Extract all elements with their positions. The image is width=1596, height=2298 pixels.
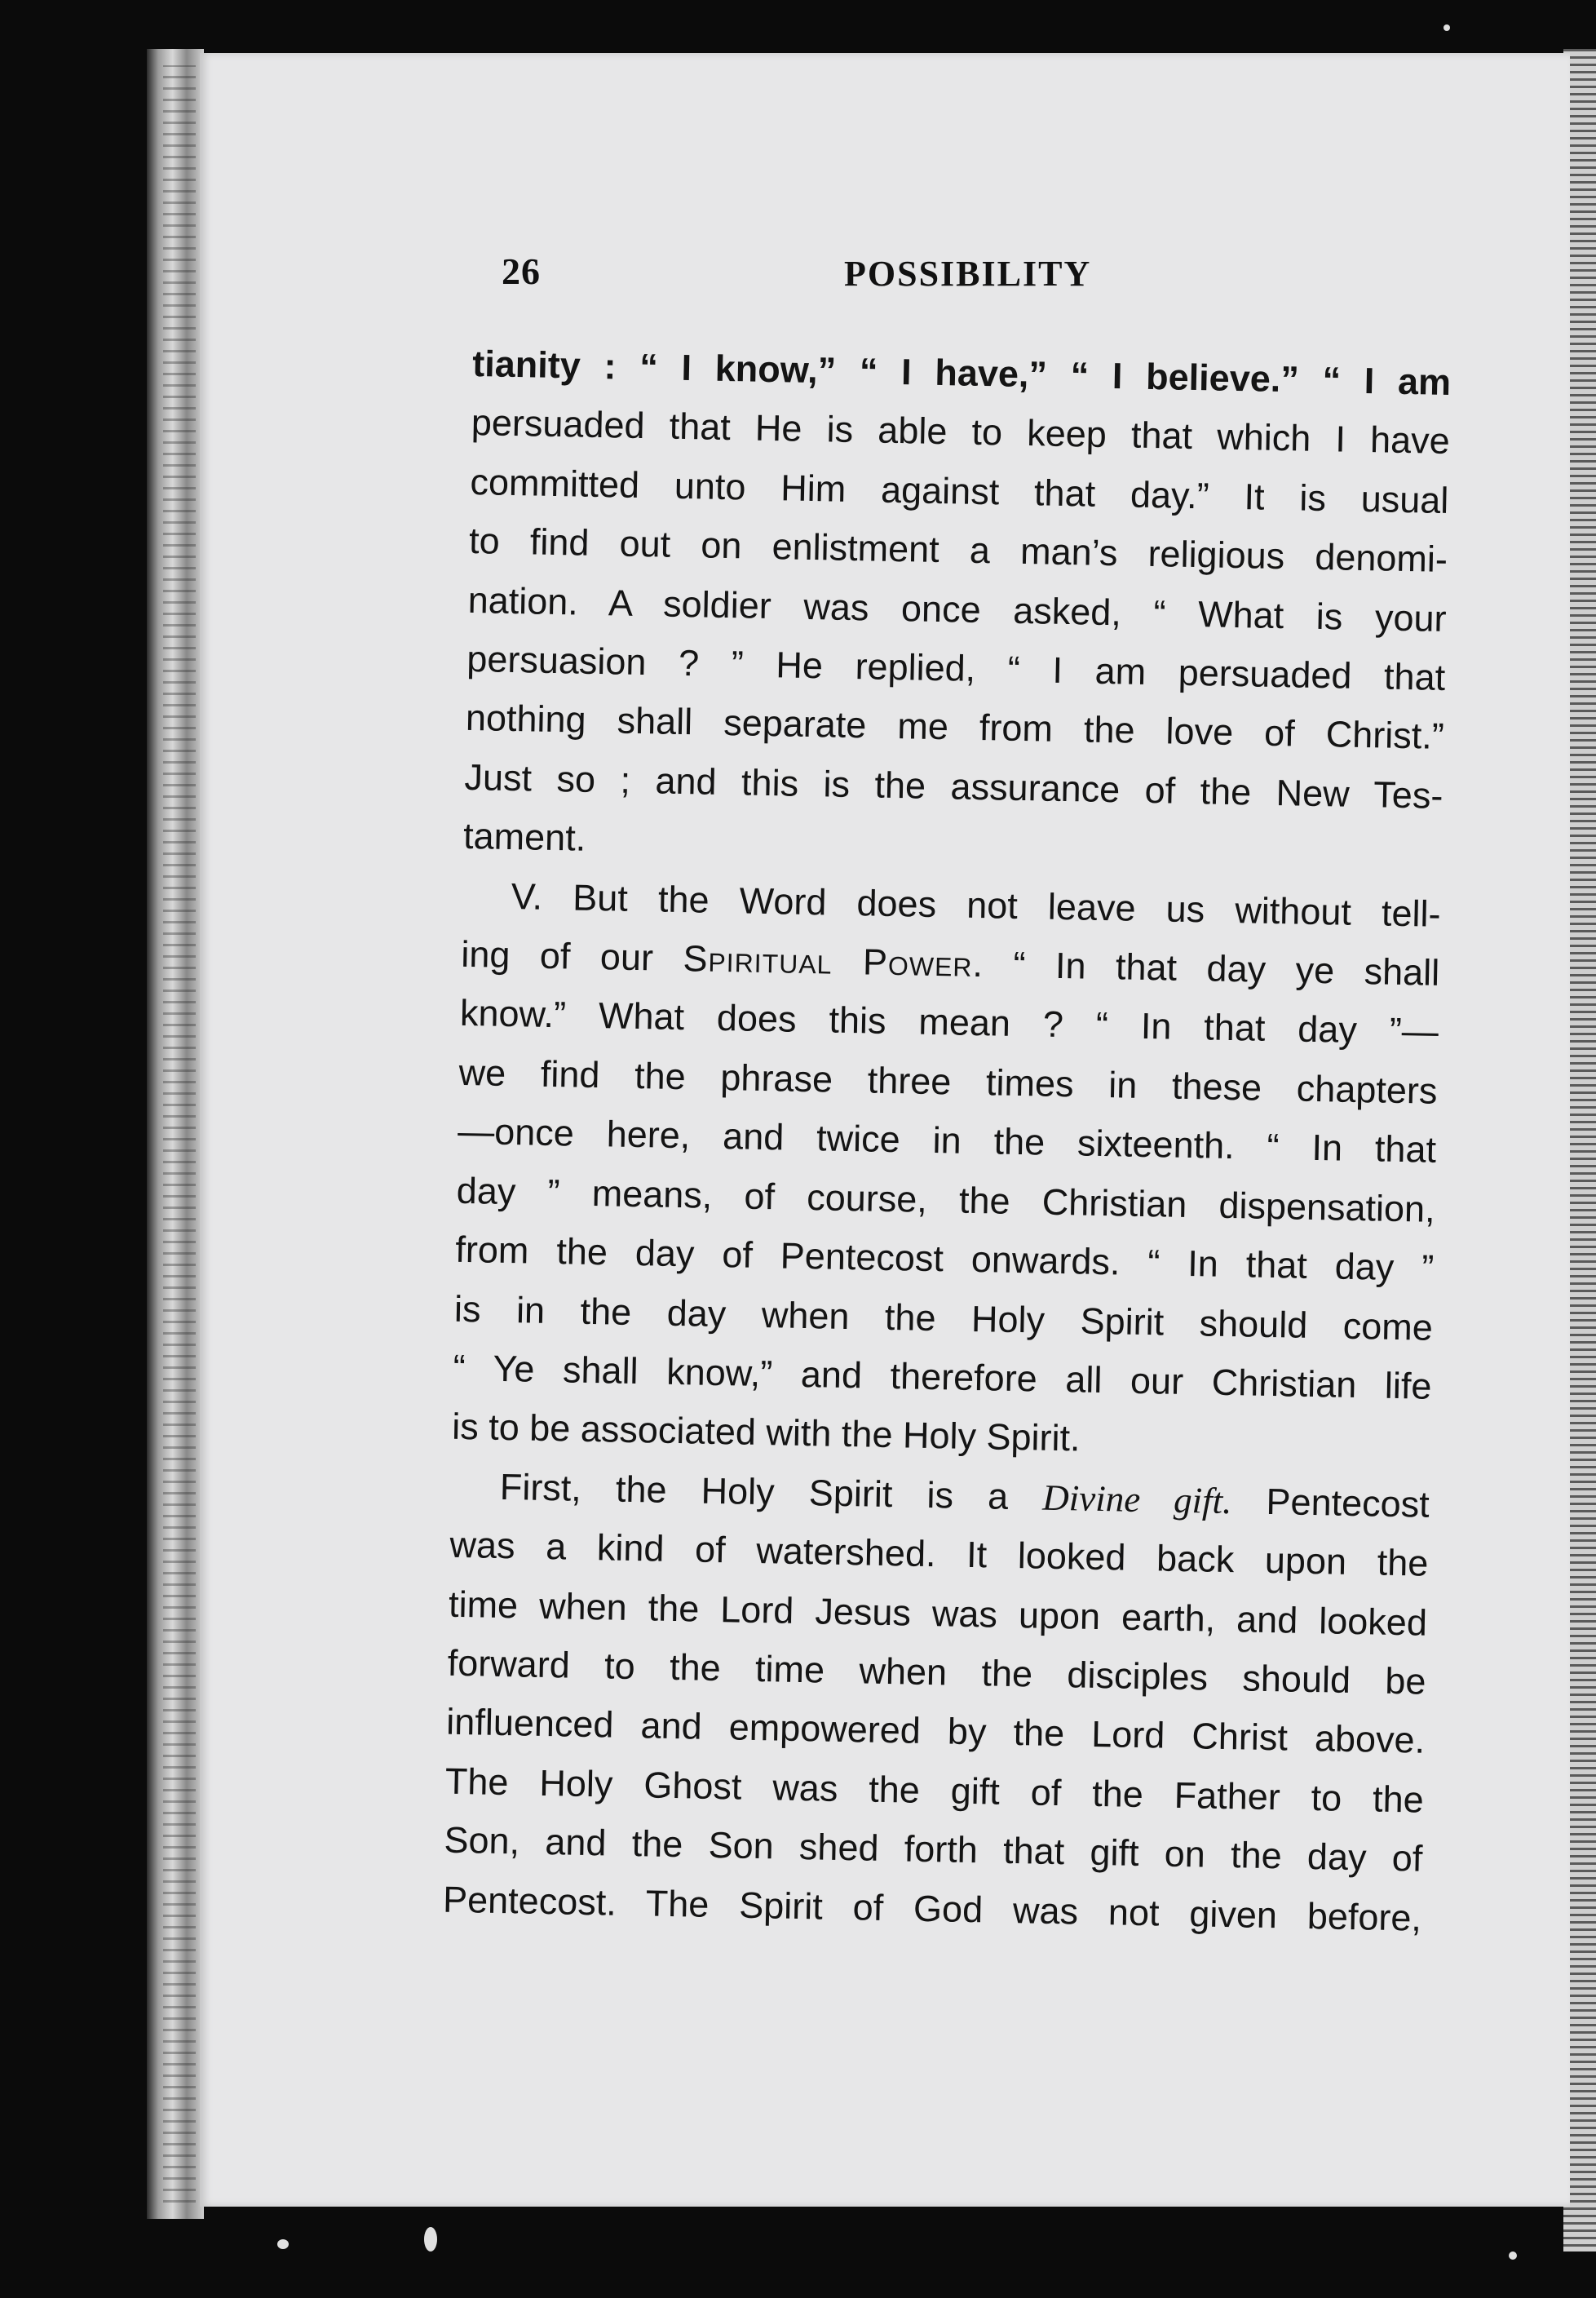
scan-speck: [1443, 24, 1450, 31]
text-segment: forward to the time when the disciples should be: [447, 1641, 1427, 1702]
text-segment: persuasion ? ” He replied, “ I am persuaded that: [466, 637, 1446, 698]
text-segment: V. But the Word does not leave us without tell-: [511, 874, 1442, 935]
text-segment: Divine gift.: [1041, 1477, 1232, 1521]
text-segment: First, the Holy Spirit is a: [499, 1465, 1043, 1518]
text-segment: —once here, and twice in the sixteenth. “ In that: [457, 1110, 1437, 1171]
scan-speck: [1509, 2252, 1517, 2260]
body-text: [442, 334, 1451, 1948]
text-segment: is to be associated with the Holy Spirit.: [451, 1406, 1081, 1459]
text-segment: to find out on enlistment a man’s religious denomi-: [468, 520, 1448, 581]
text-segment: we find the phrase three times in these chapters: [458, 1051, 1438, 1112]
text-segment: The Holy Ghost was the gift of the Father to the: [444, 1760, 1425, 1821]
text-segment: “ In that day ye shall: [983, 943, 1440, 994]
text-segment: time when the Lord Jesus was upon earth, and looked: [448, 1583, 1428, 1644]
text-segment: tament.: [462, 815, 586, 860]
text-segment: day ” means, of course, the Christian dispensation,: [456, 1169, 1436, 1230]
text-segment: tianity : “ I know,” “ I have,” “ I believe.” “ I am: [471, 342, 1452, 404]
text-segment: Spiritual Power.: [683, 937, 984, 985]
text-segment: ing of our: [460, 932, 683, 980]
text-segment: is in the day when the Holy Spirit should come: [453, 1287, 1434, 1348]
text-segment: Son, and the Son shed forth that gift on the day of: [444, 1818, 1423, 1880]
page-number: 26: [502, 250, 541, 292]
text-segment: was a kind of watershed. It looked back upon the: [449, 1523, 1429, 1584]
text-segment: from the day of Pentecost onwards. “ In that day ”: [454, 1228, 1435, 1289]
text-segment: committed unto Him against that day.” It is usual: [470, 460, 1449, 521]
page-header: [502, 245, 1480, 310]
text-segment: influenced and empowered by the Lord Christ above.: [445, 1701, 1426, 1762]
scan-speck: [277, 2239, 289, 2249]
scan-speck: [424, 2227, 437, 2252]
text-segment: know.” What does this mean ? “ In that day ”—: [459, 992, 1439, 1053]
text-segment: “ Ye shall know,” and therefore all our Christian life: [453, 1346, 1432, 1407]
text-segment: Pentecost. The Spirit of God was not given before,: [442, 1878, 1422, 1939]
running-head: POSSIBILITY: [844, 254, 1092, 294]
text-segment: nation. A soldier was once asked, “ What is your: [467, 578, 1448, 640]
text-segment: persuaded that He is able to keep that which I have: [471, 401, 1451, 463]
text-segment: Just so ; and this is the assurance of the New Tes-: [464, 755, 1443, 817]
book-spine-texture: [163, 65, 196, 2203]
text-segment: nothing shall separate me from the love of Christ.”: [465, 697, 1445, 758]
text-segment: Pentecost: [1231, 1479, 1430, 1525]
